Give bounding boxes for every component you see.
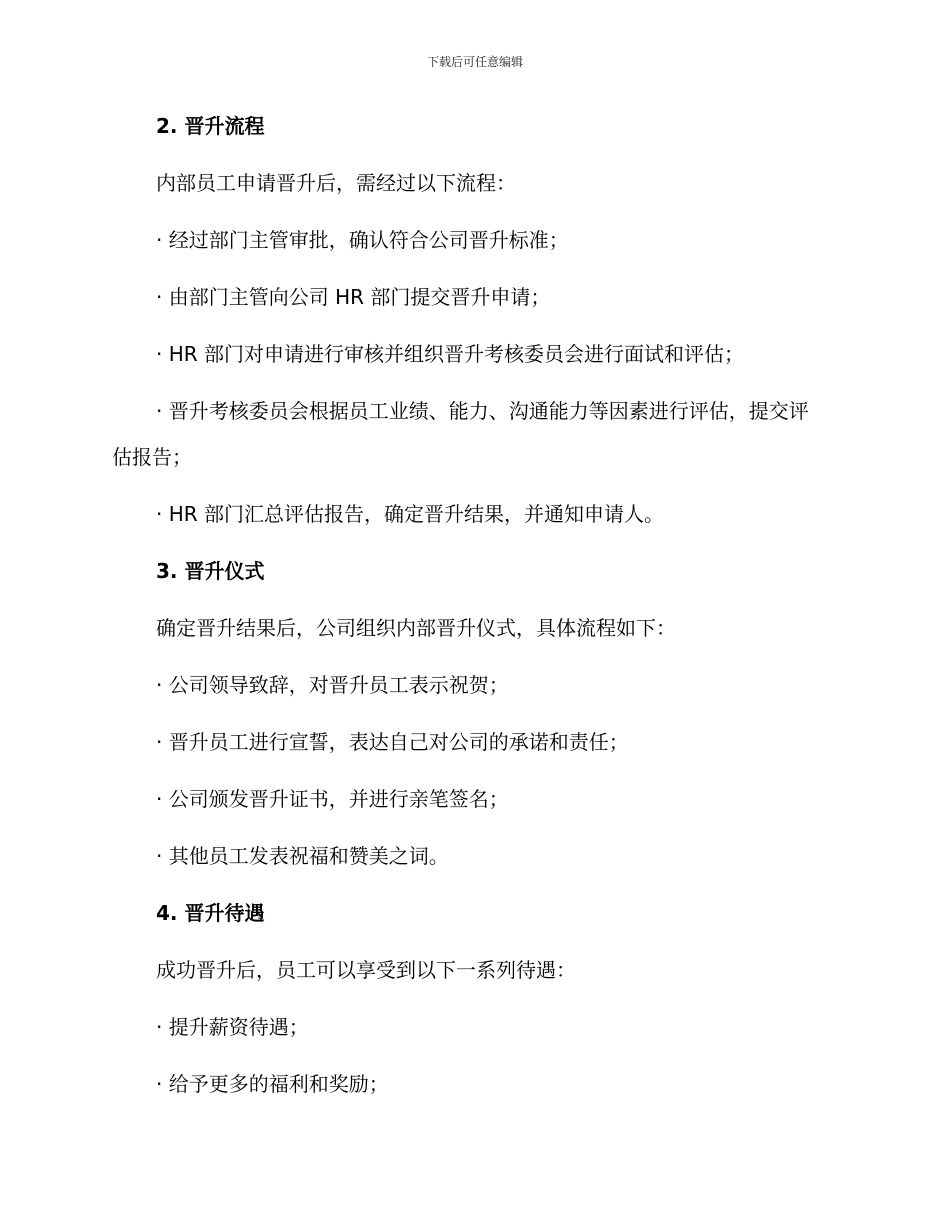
section-intro-process: 内部员工申请晋升后，需经过以下流程：	[156, 171, 516, 195]
section-intro-ceremony: 确定晋升结果后，公司组织内部晋升仪式，具体流程如下：	[156, 616, 676, 640]
list-item: · 给予更多的福利和奖励；	[156, 1072, 389, 1096]
list-item: · HR 部门对申请进行审核并组织晋升考核委员会进行面试和评估；	[156, 342, 745, 366]
list-item: · 晋升员工进行宣誓，表达自己对公司的承诺和责任；	[156, 730, 629, 754]
document-body	[112, 108, 824, 1123]
list-item: · 公司颁发晋升证书，并进行亲笔签名；	[156, 787, 509, 811]
list-item: · 提升薪资待遇；	[156, 1015, 309, 1039]
section-heading-process: 2. 晋升流程	[156, 114, 265, 138]
list-item: · 公司领导致辞，对晋升员工表示祝贺；	[156, 673, 509, 697]
section-heading-ceremony: 3. 晋升仪式	[156, 559, 265, 583]
list-item: · 经过部门主管审批，确认符合公司晋升标准；	[156, 228, 569, 252]
list-item: · 由部门主管向公司 HR 部门提交晋升申请；	[156, 285, 551, 309]
list-item: · HR 部门汇总评估报告，确定晋升结果，并通知申请人。	[156, 502, 665, 526]
list-item: · 其他员工发表祝福和赞美之词。	[156, 844, 449, 868]
section-heading-benefits: 4. 晋升待遇	[156, 901, 265, 925]
header-note: 下载后可任意编辑	[426, 55, 523, 69]
section-intro-benefits: 成功晋升后，员工可以享受到以下一系列待遇：	[156, 958, 576, 982]
list-item: · 晋升考核委员会根据员工业绩、能力、沟通能力等因素进行评估，提交评估报告；	[112, 399, 809, 469]
